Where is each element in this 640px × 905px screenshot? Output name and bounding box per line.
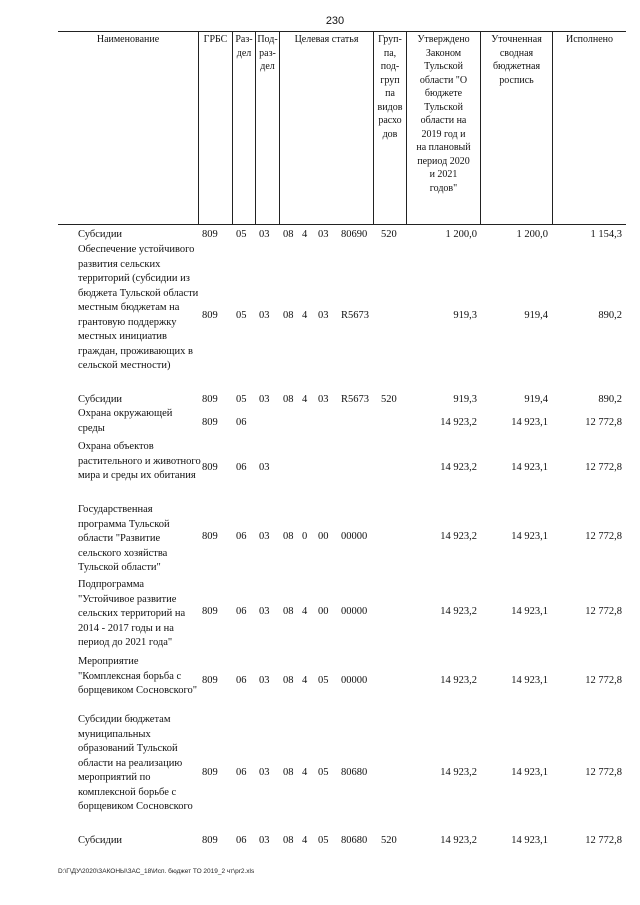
approved-amount-cell: 14 923,2 <box>440 531 477 542</box>
target-direction-cell: 80680 <box>341 767 368 778</box>
executed-amount-cell: 12 772,8 <box>585 606 622 617</box>
row-name: Субсидии <box>78 229 123 240</box>
refined-amount-cell: 14 923,1 <box>511 462 548 473</box>
row-name: Субсидии <box>78 394 123 405</box>
target-subprogram-cell: 4 <box>302 767 308 778</box>
executed-amount-cell: 12 772,8 <box>585 675 622 686</box>
target-event-cell: 05 <box>318 767 329 778</box>
header-bottom-rule <box>58 224 626 225</box>
target-program-cell: 08 <box>283 606 294 617</box>
target-subprogram-cell: 4 <box>302 394 308 405</box>
header-grbs: ГРБС <box>203 34 228 45</box>
podrazdel-cell: 03 <box>259 462 270 473</box>
target-program-cell: 08 <box>283 835 294 846</box>
target-program-cell: 08 <box>283 310 294 321</box>
approved-amount-cell: 14 923,2 <box>440 767 477 778</box>
file-path-footer: D:\Г\ДУ\2020\ЗАКОНЫ\ЗАС_18\Исп. бюджет ТО 2019_2 чт\pr2.xls <box>58 868 255 875</box>
target-direction-cell: 00000 <box>341 675 368 686</box>
header-approved: Утверждено Законом Тульской области "О бюджете Тульской области на 2019 год и на плановый период 2020 и 2021 годов" <box>416 34 471 194</box>
header-podrazdel: Под- раз- дел <box>257 34 278 72</box>
target-direction-cell: R5673 <box>341 310 370 321</box>
grbs-cell: 809 <box>202 229 218 240</box>
approved-amount-cell: 14 923,2 <box>440 835 477 846</box>
row-name: Субсидии бюджетам муниципальных образований Тульской области на реализацию мероприятий по комплексной борьбе с борщевиком Сосновского <box>78 714 193 812</box>
approved-amount-cell: 14 923,2 <box>440 675 477 686</box>
header-top-rule <box>58 31 626 32</box>
target-direction-cell: 00000 <box>341 606 368 617</box>
header-divider <box>552 31 553 224</box>
expense-type-cell: 520 <box>381 835 397 846</box>
approved-amount-cell: 14 923,2 <box>440 462 477 473</box>
target-event-cell: 03 <box>318 229 329 240</box>
header-razdel: Раз- дел <box>235 34 253 59</box>
razdel-cell: 06 <box>236 835 247 846</box>
refined-amount-cell: 919,4 <box>524 394 548 405</box>
row-name: Мероприятие "Комплексная борьба с борщевиком Сосновского" <box>78 656 198 696</box>
refined-amount-cell: 14 923,1 <box>511 606 548 617</box>
target-direction-cell: 80690 <box>341 229 368 240</box>
podrazdel-cell: 03 <box>259 675 270 686</box>
razdel-cell: 05 <box>236 229 247 240</box>
target-direction-cell: 80680 <box>341 835 368 846</box>
grbs-cell: 809 <box>202 394 218 405</box>
podrazdel-cell: 03 <box>259 531 270 542</box>
refined-amount-cell: 919,4 <box>524 310 548 321</box>
target-event-cell: 00 <box>318 531 329 542</box>
executed-amount-cell: 12 772,8 <box>585 417 622 428</box>
target-event-cell: 00 <box>318 606 329 617</box>
grbs-cell: 809 <box>202 462 218 473</box>
executed-amount-cell: 890,2 <box>598 394 622 405</box>
executed-amount-cell: 12 772,8 <box>585 531 622 542</box>
approved-amount-cell: 919,3 <box>453 394 477 405</box>
razdel-cell: 06 <box>236 675 247 686</box>
executed-amount-cell: 890,2 <box>598 310 622 321</box>
grbs-cell: 809 <box>202 606 218 617</box>
executed-amount-cell: 12 772,8 <box>585 767 622 778</box>
podrazdel-cell: 03 <box>259 229 270 240</box>
razdel-cell: 06 <box>236 531 247 542</box>
header-target-article: Целевая статья <box>294 34 359 45</box>
page-number: 230 <box>325 15 345 27</box>
grbs-cell: 809 <box>202 767 218 778</box>
row-name: Охрана объектов растительного и животного мира и среды их обитания <box>78 441 201 481</box>
razdel-cell: 06 <box>236 606 247 617</box>
podrazdel-cell: 03 <box>259 606 270 617</box>
razdel-cell: 06 <box>236 417 247 428</box>
refined-amount-cell: 14 923,1 <box>511 531 548 542</box>
refined-amount-cell: 14 923,1 <box>511 417 548 428</box>
razdel-cell: 06 <box>236 767 247 778</box>
approved-amount-cell: 14 923,2 <box>440 417 477 428</box>
row-name: Подпрограмма "Устойчивое развитие сельских территорий на 2014 - 2017 годы и на период до 2021 года" <box>78 579 186 648</box>
target-program-cell: 08 <box>283 675 294 686</box>
refined-amount-cell: 14 923,1 <box>511 767 548 778</box>
row-name: Охрана окружающей среды <box>78 408 173 434</box>
grbs-cell: 809 <box>202 675 218 686</box>
header-name: Наименование <box>96 34 160 45</box>
executed-amount-cell: 1 154,3 <box>590 229 622 240</box>
header-refined: Уточненная сводная бюджетная роспись <box>491 34 542 86</box>
target-direction-cell: R5673 <box>341 394 370 405</box>
target-event-cell: 03 <box>318 394 329 405</box>
podrazdel-cell: 03 <box>259 310 270 321</box>
target-subprogram-cell: 4 <box>302 229 308 240</box>
target-subprogram-cell: 0 <box>302 531 308 542</box>
target-event-cell: 05 <box>318 675 329 686</box>
row-name: Государственная программа Тульской области "Развитие сельского хозяйства Тульской области" <box>78 504 170 573</box>
target-subprogram-cell: 4 <box>302 310 308 321</box>
header-divider <box>279 31 280 224</box>
podrazdel-cell: 03 <box>259 835 270 846</box>
target-program-cell: 08 <box>283 767 294 778</box>
executed-amount-cell: 12 772,8 <box>585 462 622 473</box>
grbs-cell: 809 <box>202 417 218 428</box>
target-subprogram-cell: 4 <box>302 606 308 617</box>
grbs-cell: 809 <box>202 835 218 846</box>
target-program-cell: 08 <box>283 229 294 240</box>
target-direction-cell: 00000 <box>341 531 368 542</box>
approved-amount-cell: 919,3 <box>453 310 477 321</box>
target-event-cell: 03 <box>318 310 329 321</box>
razdel-cell: 06 <box>236 462 247 473</box>
target-subprogram-cell: 4 <box>302 835 308 846</box>
podrazdel-cell: 03 <box>259 767 270 778</box>
approved-amount-cell: 1 200,0 <box>445 229 477 240</box>
header-executed: Исполнено <box>565 34 613 45</box>
refined-amount-cell: 14 923,1 <box>511 835 548 846</box>
razdel-cell: 05 <box>236 310 247 321</box>
target-subprogram-cell: 4 <box>302 675 308 686</box>
refined-amount-cell: 1 200,0 <box>516 229 548 240</box>
executed-amount-cell: 12 772,8 <box>585 835 622 846</box>
razdel-cell: 05 <box>236 394 247 405</box>
target-program-cell: 08 <box>283 394 294 405</box>
row-name: Субсидии <box>78 835 123 846</box>
grbs-cell: 809 <box>202 531 218 542</box>
expense-type-cell: 520 <box>381 229 397 240</box>
target-program-cell: 08 <box>283 531 294 542</box>
row-name: Обеспечение устойчивого развития сельских территорий (субсидии из бюджета Тульской области местным бюджетам на грантовую поддержку местных инициатив граждан, проживающих в сельской местности) <box>78 244 199 371</box>
podrazdel-cell: 03 <box>259 394 270 405</box>
expense-type-cell: 520 <box>381 394 397 405</box>
target-event-cell: 05 <box>318 835 329 846</box>
header-expense-type: Груп- па, под- груп па видов расхо дов <box>377 34 403 140</box>
grbs-cell: 809 <box>202 310 218 321</box>
header-divider <box>198 31 199 224</box>
approved-amount-cell: 14 923,2 <box>440 606 477 617</box>
refined-amount-cell: 14 923,1 <box>511 675 548 686</box>
